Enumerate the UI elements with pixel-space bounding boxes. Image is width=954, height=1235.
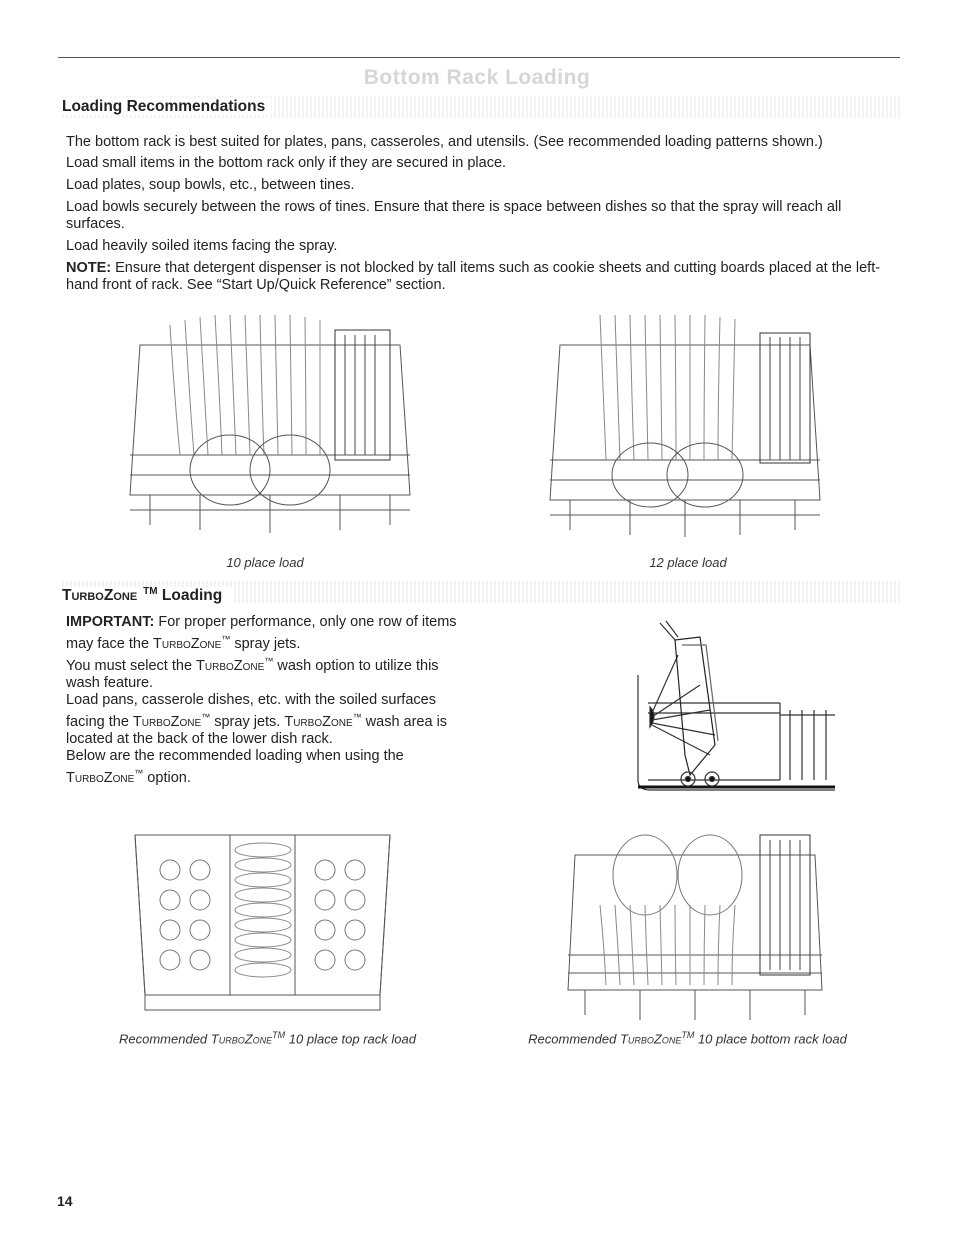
tm-text: ™ xyxy=(134,768,144,778)
tm-text: ™ xyxy=(201,712,211,722)
section-heading-loading-recommendations xyxy=(62,96,902,118)
turbozone-heading-rest: Loading xyxy=(158,587,229,604)
caption-left-brand: TurboZone xyxy=(210,1031,273,1047)
p3-start: Load pans, casserole dishes, etc. with the soiled surfaces facing the xyxy=(66,692,436,730)
twelve-place-load-illustration xyxy=(540,305,830,545)
paragraph-soiled: Load heavily soiled items facing the spray. xyxy=(66,238,338,254)
important-text: For proper performance, only one row of items may face the xyxy=(66,614,457,652)
note-text: Ensure that detergent dispenser is not blocked by tall items such as cookie sheets and cutting boards placed at the left-hand front of rack. See “Start Up/Quick Reference” section. xyxy=(66,260,881,293)
p4-end: option. xyxy=(143,769,191,786)
important-end: spray jets. xyxy=(230,635,301,652)
brand-text: TurboZone xyxy=(196,657,265,674)
note-paragraph xyxy=(66,260,896,294)
brand-text: TurboZone xyxy=(284,713,353,730)
p2-start: You must select the xyxy=(66,657,197,674)
turbozone-heading xyxy=(62,587,234,604)
important-label: IMPORTANT: xyxy=(66,614,155,630)
paragraph-bottom-rack: The bottom rack is best suited for plates, pans, casseroles, and utensils. (See recommended loading patterns shown.) xyxy=(66,134,823,150)
paragraph-load-pans xyxy=(66,692,471,748)
page-number: 14 xyxy=(57,1193,73,1209)
p3-end: wash area is located at the back of the lower dish rack. xyxy=(66,713,448,747)
paragraph-bowls: Load bowls securely between the rows of tines. Ensure that there is space between dishes so that the spray will reach all surfaces. xyxy=(66,199,842,232)
tm-text: ™ xyxy=(221,634,231,644)
turbozone-bottom-rack-load-illustration xyxy=(560,815,830,1025)
turbozone-heading-tm: TM xyxy=(143,586,158,597)
turbozone-top-rack-load-illustration xyxy=(125,820,400,1025)
important-paragraph xyxy=(66,614,471,653)
p2-end: wash option to utilize this wash feature. xyxy=(66,657,439,691)
caption-right-post: 10 place bottom rack load xyxy=(694,1031,847,1047)
top-rule xyxy=(58,57,900,58)
caption-right-brand: TurboZone xyxy=(619,1031,682,1047)
paragraph-select-option xyxy=(66,653,471,692)
caption-right-tm: TM xyxy=(681,1030,695,1040)
ten-place-load-illustration xyxy=(120,305,420,545)
turbozone-spray-jets-diagram xyxy=(630,615,842,800)
loading-recommendations-heading: Loading Recommendations xyxy=(62,98,271,115)
paragraph-small-items: Load small items in the bottom rack only if they are secured in place. xyxy=(66,155,507,171)
paragraph-below-recommended xyxy=(66,748,471,787)
brand-text: TurboZone xyxy=(153,635,222,652)
caption-turbozone-bottom-rack xyxy=(495,1030,880,1046)
caption-right-pre: Recommended xyxy=(528,1031,620,1047)
note-label: NOTE: xyxy=(66,260,112,276)
section-heading-turbozone-loading xyxy=(62,581,902,603)
caption-left-tm: TM xyxy=(272,1030,286,1040)
caption-left-post: 10 place top rack load xyxy=(285,1031,416,1047)
tm-text: ™ xyxy=(264,656,274,666)
page-title: Bottom Rack Loading xyxy=(363,66,591,89)
caption-left-pre: Recommended xyxy=(119,1031,211,1047)
caption-ten-place-load: 10 place load xyxy=(226,555,304,570)
paragraph-plates: Load plates, soup bowls, etc., between tines. xyxy=(66,177,355,193)
caption-twelve-place-load: 12 place load xyxy=(649,555,727,570)
tm-text: ™ xyxy=(352,712,362,722)
p3-mid: spray jets. xyxy=(210,713,285,730)
caption-turbozone-top-rack xyxy=(85,1030,450,1046)
p4-start: Below are the recommended loading when using the xyxy=(66,748,404,764)
turbozone-heading-brand: TurboZone xyxy=(62,587,143,604)
brand-text: TurboZone xyxy=(132,713,202,730)
brand-text: TurboZone xyxy=(66,769,135,786)
